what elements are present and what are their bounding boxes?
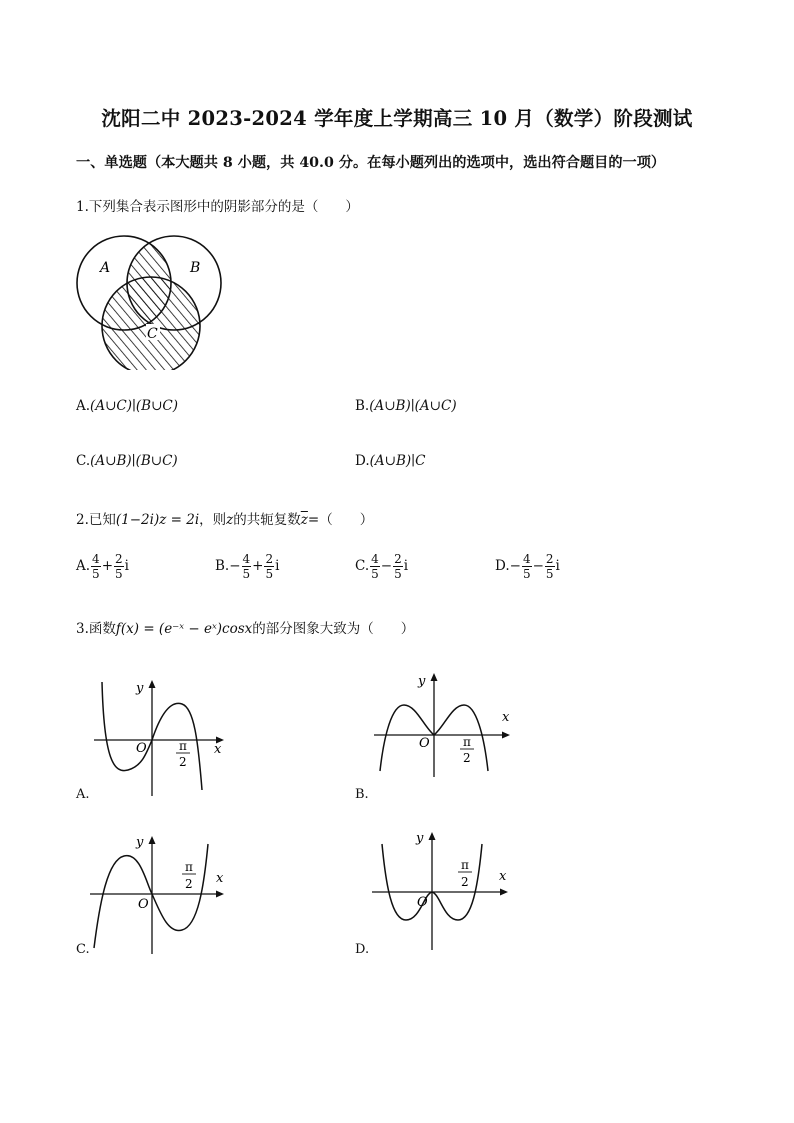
svg-text:O: O — [419, 736, 430, 751]
q2-option-a[interactable]: A. $\frac{4}{5}$ + $\frac{2}{5}$ i — [76, 552, 129, 581]
svg-text:x: x — [499, 869, 507, 884]
q2-option-d[interactable]: D.− $\frac{4}{5}$ − $\frac{2}{5}$ i — [495, 552, 560, 581]
svg-text:2: 2 — [179, 755, 187, 769]
svg-text:x: x — [216, 871, 224, 886]
q2-option-c[interactable]: C. $\frac{4}{5}$ − $\frac{2}{5}$ i — [355, 552, 409, 581]
section-heading: 一、单选题（本大题共 8 小题，共 40.0 分。在每小题列出的选项中，选出符合题目的一项） — [76, 155, 666, 171]
graph-option-a[interactable] — [90, 670, 230, 800]
q3-option-c-label[interactable]: C. — [76, 942, 90, 957]
q3-option-d-label[interactable]: D. — [355, 942, 370, 957]
q2-stem: 2.已知(1−2i)z = 2i，则z的共轭复数$\overline{z}=$（ ） — [76, 512, 374, 528]
q3-option-a-label[interactable]: A. — [76, 787, 90, 802]
svg-text:π: π — [179, 739, 187, 753]
q1-option-d[interactable]: D.(A∪B)∣C — [355, 453, 426, 469]
q2-option-b[interactable]: B.− $\frac{4}{5}$ + $\frac{2}{5}$ i — [215, 552, 280, 581]
graph-option-c[interactable] — [86, 830, 236, 958]
svg-text:2: 2 — [463, 751, 471, 765]
svg-text:y: y — [136, 681, 144, 696]
svg-text:2: 2 — [461, 875, 469, 889]
svg-text:y: y — [418, 674, 426, 689]
svg-text:y: y — [416, 831, 424, 846]
graph-option-b[interactable] — [370, 665, 520, 785]
graph-option-d[interactable] — [368, 826, 518, 956]
svg-text:π: π — [463, 735, 471, 749]
q1-stem: 1.下列集合表示图形中的阴影部分的是（ ） — [76, 199, 359, 215]
svg-text:2: 2 — [185, 877, 193, 891]
svg-text:π: π — [185, 860, 193, 874]
svg-text:π: π — [461, 858, 469, 872]
q3-option-b-label[interactable]: B. — [355, 787, 369, 802]
label-a: A — [100, 260, 111, 276]
q1-option-c[interactable]: C.(A∪B)∣(B∪C) — [76, 453, 178, 469]
label-b: B — [190, 260, 201, 276]
page-title: 沈阳二中 2023-2024 学年度上学期高三 10 月（数学）阶段测试 — [101, 107, 693, 130]
svg-text:O: O — [417, 895, 428, 910]
venn-diagram — [74, 230, 226, 370]
q3-stem: 3.函数f(x) = (e⁻ˣ − eˣ)cosx的部分图象大致为（ ） — [76, 621, 415, 637]
svg-text:x: x — [502, 710, 510, 725]
svg-text:x: x — [214, 742, 222, 757]
label-c: C — [147, 326, 158, 342]
svg-text:O: O — [136, 741, 147, 756]
q1-option-b[interactable]: B.(A∪B)∣(A∪C) — [355, 398, 457, 414]
svg-text:O: O — [138, 897, 149, 912]
q1-option-a[interactable]: A.(A∪C)∣(B∪C) — [76, 398, 178, 414]
svg-text:y: y — [136, 835, 144, 850]
